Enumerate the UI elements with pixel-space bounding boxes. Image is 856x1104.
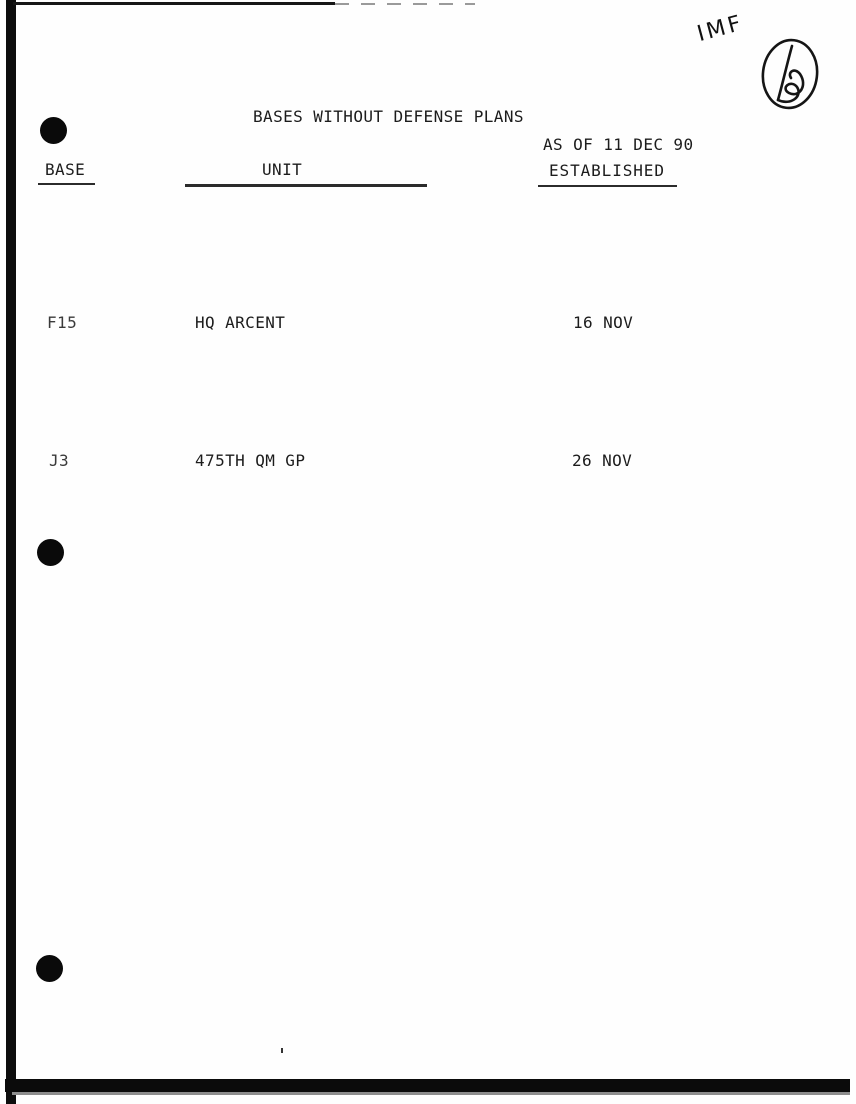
hole-punch-dot bbox=[40, 117, 67, 144]
scan-left-border bbox=[6, 0, 16, 1104]
column-underline-base bbox=[38, 183, 95, 185]
hole-punch-dot bbox=[36, 955, 63, 982]
handwritten-imf-note: IMF bbox=[694, 10, 747, 47]
cell-established: 26 NOV bbox=[572, 451, 633, 470]
scan-speck bbox=[281, 1048, 283, 1053]
scan-bottom-border bbox=[5, 1079, 850, 1092]
column-header-unit: UNIT bbox=[262, 160, 303, 179]
cell-unit: 475TH QM GP bbox=[195, 451, 306, 470]
scan-top-border bbox=[13, 2, 335, 5]
column-underline-established bbox=[538, 185, 677, 187]
column-header-established: ESTABLISHED bbox=[549, 161, 665, 180]
column-header-base: BASE bbox=[45, 160, 86, 179]
hole-punch-dot bbox=[37, 539, 64, 566]
scan-bottom-border-shadow bbox=[12, 1092, 850, 1095]
document-title: BASES WITHOUT DEFENSE PLANS bbox=[253, 107, 524, 126]
as-of-date-line: AS OF 11 DEC 90 bbox=[543, 135, 694, 154]
circled-initials-icon bbox=[747, 30, 833, 116]
cell-base: F15 bbox=[47, 313, 78, 332]
cell-established: 16 NOV bbox=[573, 313, 634, 332]
cell-unit: HQ ARCENT bbox=[195, 313, 286, 332]
scan-top-border-faint bbox=[335, 3, 475, 5]
column-underline-unit bbox=[185, 184, 427, 187]
cell-base: J3 bbox=[49, 451, 70, 470]
